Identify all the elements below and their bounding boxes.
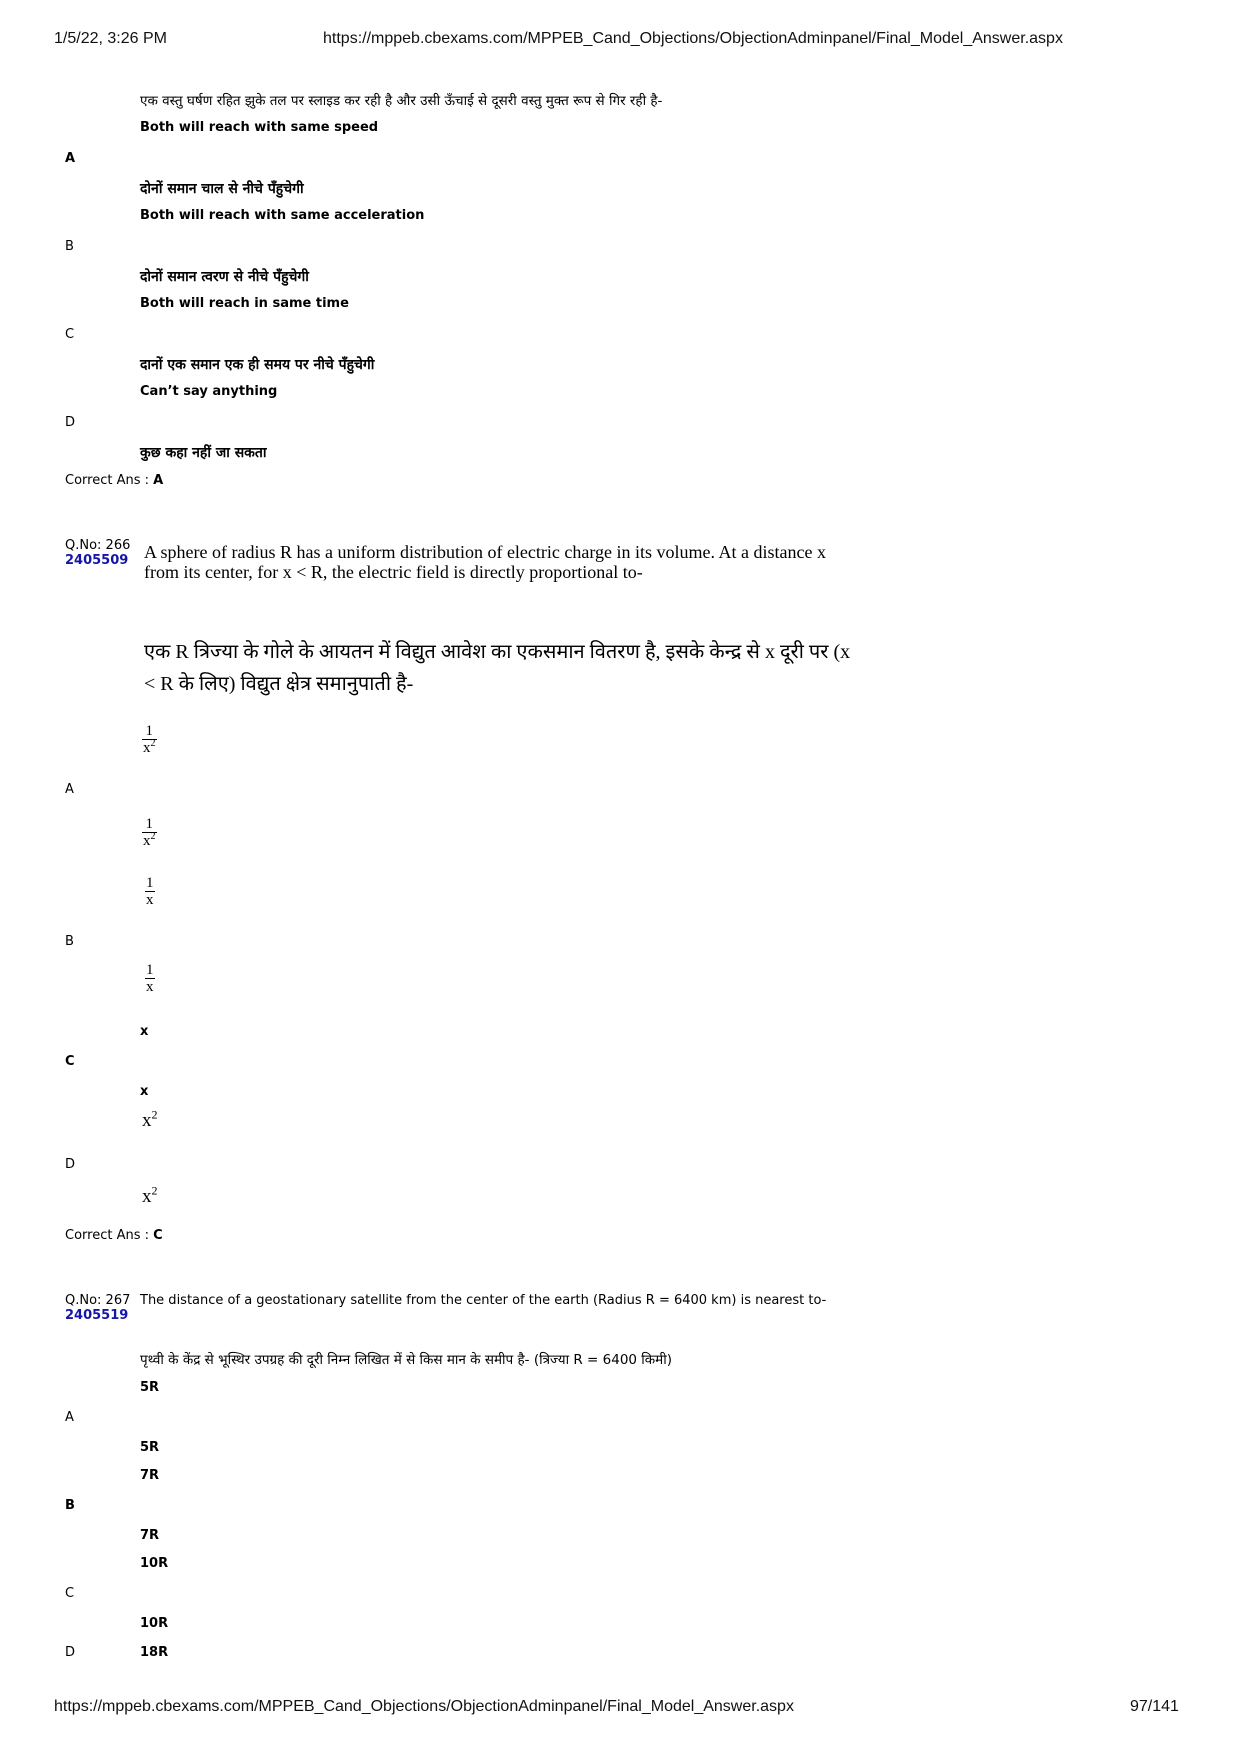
q265-option-d-letter: D — [65, 415, 76, 430]
q266-number: Q.No: 266 — [65, 538, 131, 553]
q266-question-id[interactable]: 2405509 — [65, 553, 129, 568]
q266-hindi-text: एक R त्रिज्या के गोले के आयतन में विद्युत आवेश का एकसमान वितरण है, इसके केन्द्र से x दूरी पर (x < R के लिए) विद्युत क्षेत्र समानुपाती है- — [144, 641, 851, 695]
q265-option-a-english: Both will reach with same speed — [140, 120, 379, 135]
q267-option-c-text-repeat: 10R — [140, 1616, 169, 1631]
q265-option-a-hindi: दोनों समान चाल से नीचे पँहुचेगी — [140, 181, 304, 197]
q267-option-a-text-repeat: 5R — [140, 1440, 160, 1455]
q266-english-text: A sphere of radius R has a uniform distribution of electric charge in its volume. At a distance x from its center, for x < R, the electric field is directly proportional to- — [144, 542, 827, 582]
q266-correct-answer: Correct Ans : C — [65, 1228, 163, 1243]
print-url: https://mppeb.cbexams.com/MPPEB_Cand_Objections/ObjectionAdminpanel/Final_Model_Answer.aspx — [323, 30, 1063, 47]
q267-option-c-letter: C — [65, 1586, 75, 1601]
q267-option-a-letter: A — [65, 1410, 74, 1425]
q265-hindi-text: एक वस्तु घर्षण रहित झुके तल पर स्लाइड कर रही है और उसी ऊँचाई से दूसरी वस्तु मुक्त रूप से गिर रही है- — [140, 93, 663, 109]
q265-option-a-letter: A — [65, 151, 76, 166]
q267-option-c-text: 10R — [140, 1556, 169, 1571]
q265-option-c-english: Both will reach in same time — [140, 296, 349, 311]
q267-option-b-text-repeat: 7R — [140, 1528, 160, 1543]
q266-option-d-letter: D — [65, 1157, 76, 1172]
q266-option-d-formula-repeat: $x^2$ — [142, 1183, 158, 1207]
q267-number: Q.No: 267 — [65, 1293, 131, 1308]
q265-option-d-english: Can’t say anything — [140, 384, 278, 399]
q266-option-a-letter: A — [65, 782, 74, 797]
q267-option-a-text: 5R — [140, 1380, 160, 1395]
q265-option-c-letter: C — [65, 327, 75, 342]
q266-option-b-formula-repeat: $\frac{1}{x}$ — [146, 962, 154, 995]
q267-question-id[interactable]: 2405519 — [65, 1308, 129, 1323]
q267-option-d-letter: D — [65, 1645, 76, 1660]
q265-option-b-letter: B — [65, 239, 74, 254]
q267-option-d-text: 18R — [140, 1645, 169, 1660]
q266-option-c-letter: C — [65, 1054, 75, 1069]
q266-option-a-formula: $\frac{1}{x^2}$ — [143, 723, 156, 756]
q265-option-c-hindi: दानों एक समान एक ही समय पर नीचे पँहुचेगी — [140, 357, 375, 373]
print-datetime: 1/5/22, 3:26 PM — [54, 30, 167, 47]
q265-correct-answer: Correct Ans : A — [65, 473, 164, 488]
q267-english-text: The distance of a geostationary satellite from the center of the earth (Radius R = 6400 km) is nearest to- — [140, 1293, 827, 1308]
q267-option-b-text: 7R — [140, 1468, 160, 1483]
footer-url: https://mppeb.cbexams.com/MPPEB_Cand_Objections/ObjectionAdminpanel/Final_Model_Answer.aspx — [54, 1698, 794, 1715]
q266-option-c-text: x — [140, 1024, 149, 1039]
q266-option-d-formula: $x^2$ — [142, 1107, 158, 1131]
page-number: 97/141 — [1130, 1698, 1179, 1715]
q266-option-a-formula-repeat: $\frac{1}{x^2}$ — [143, 816, 156, 849]
q265-option-b-hindi: दोनों समान त्वरण से नीचे पँहुचेगी — [140, 269, 309, 285]
q266-option-b-letter: B — [65, 934, 74, 949]
q265-option-b-english: Both will reach with same acceleration — [140, 208, 425, 223]
q266-option-b-formula: $\frac{1}{x}$ — [146, 875, 154, 908]
q265-option-d-hindi: कुछ कहा नहीं जा सकता — [140, 445, 267, 461]
q266-option-c-text-repeat: x — [140, 1084, 149, 1099]
q267-hindi-text: पृथ्वी के केंद्र से भूस्थिर उपग्रह की दूरी निम्न लिखित में से किस मान के समीप है- (त्रिज्या R = 6400 किमी) — [140, 1352, 672, 1368]
q267-option-b-letter: B — [65, 1498, 75, 1513]
